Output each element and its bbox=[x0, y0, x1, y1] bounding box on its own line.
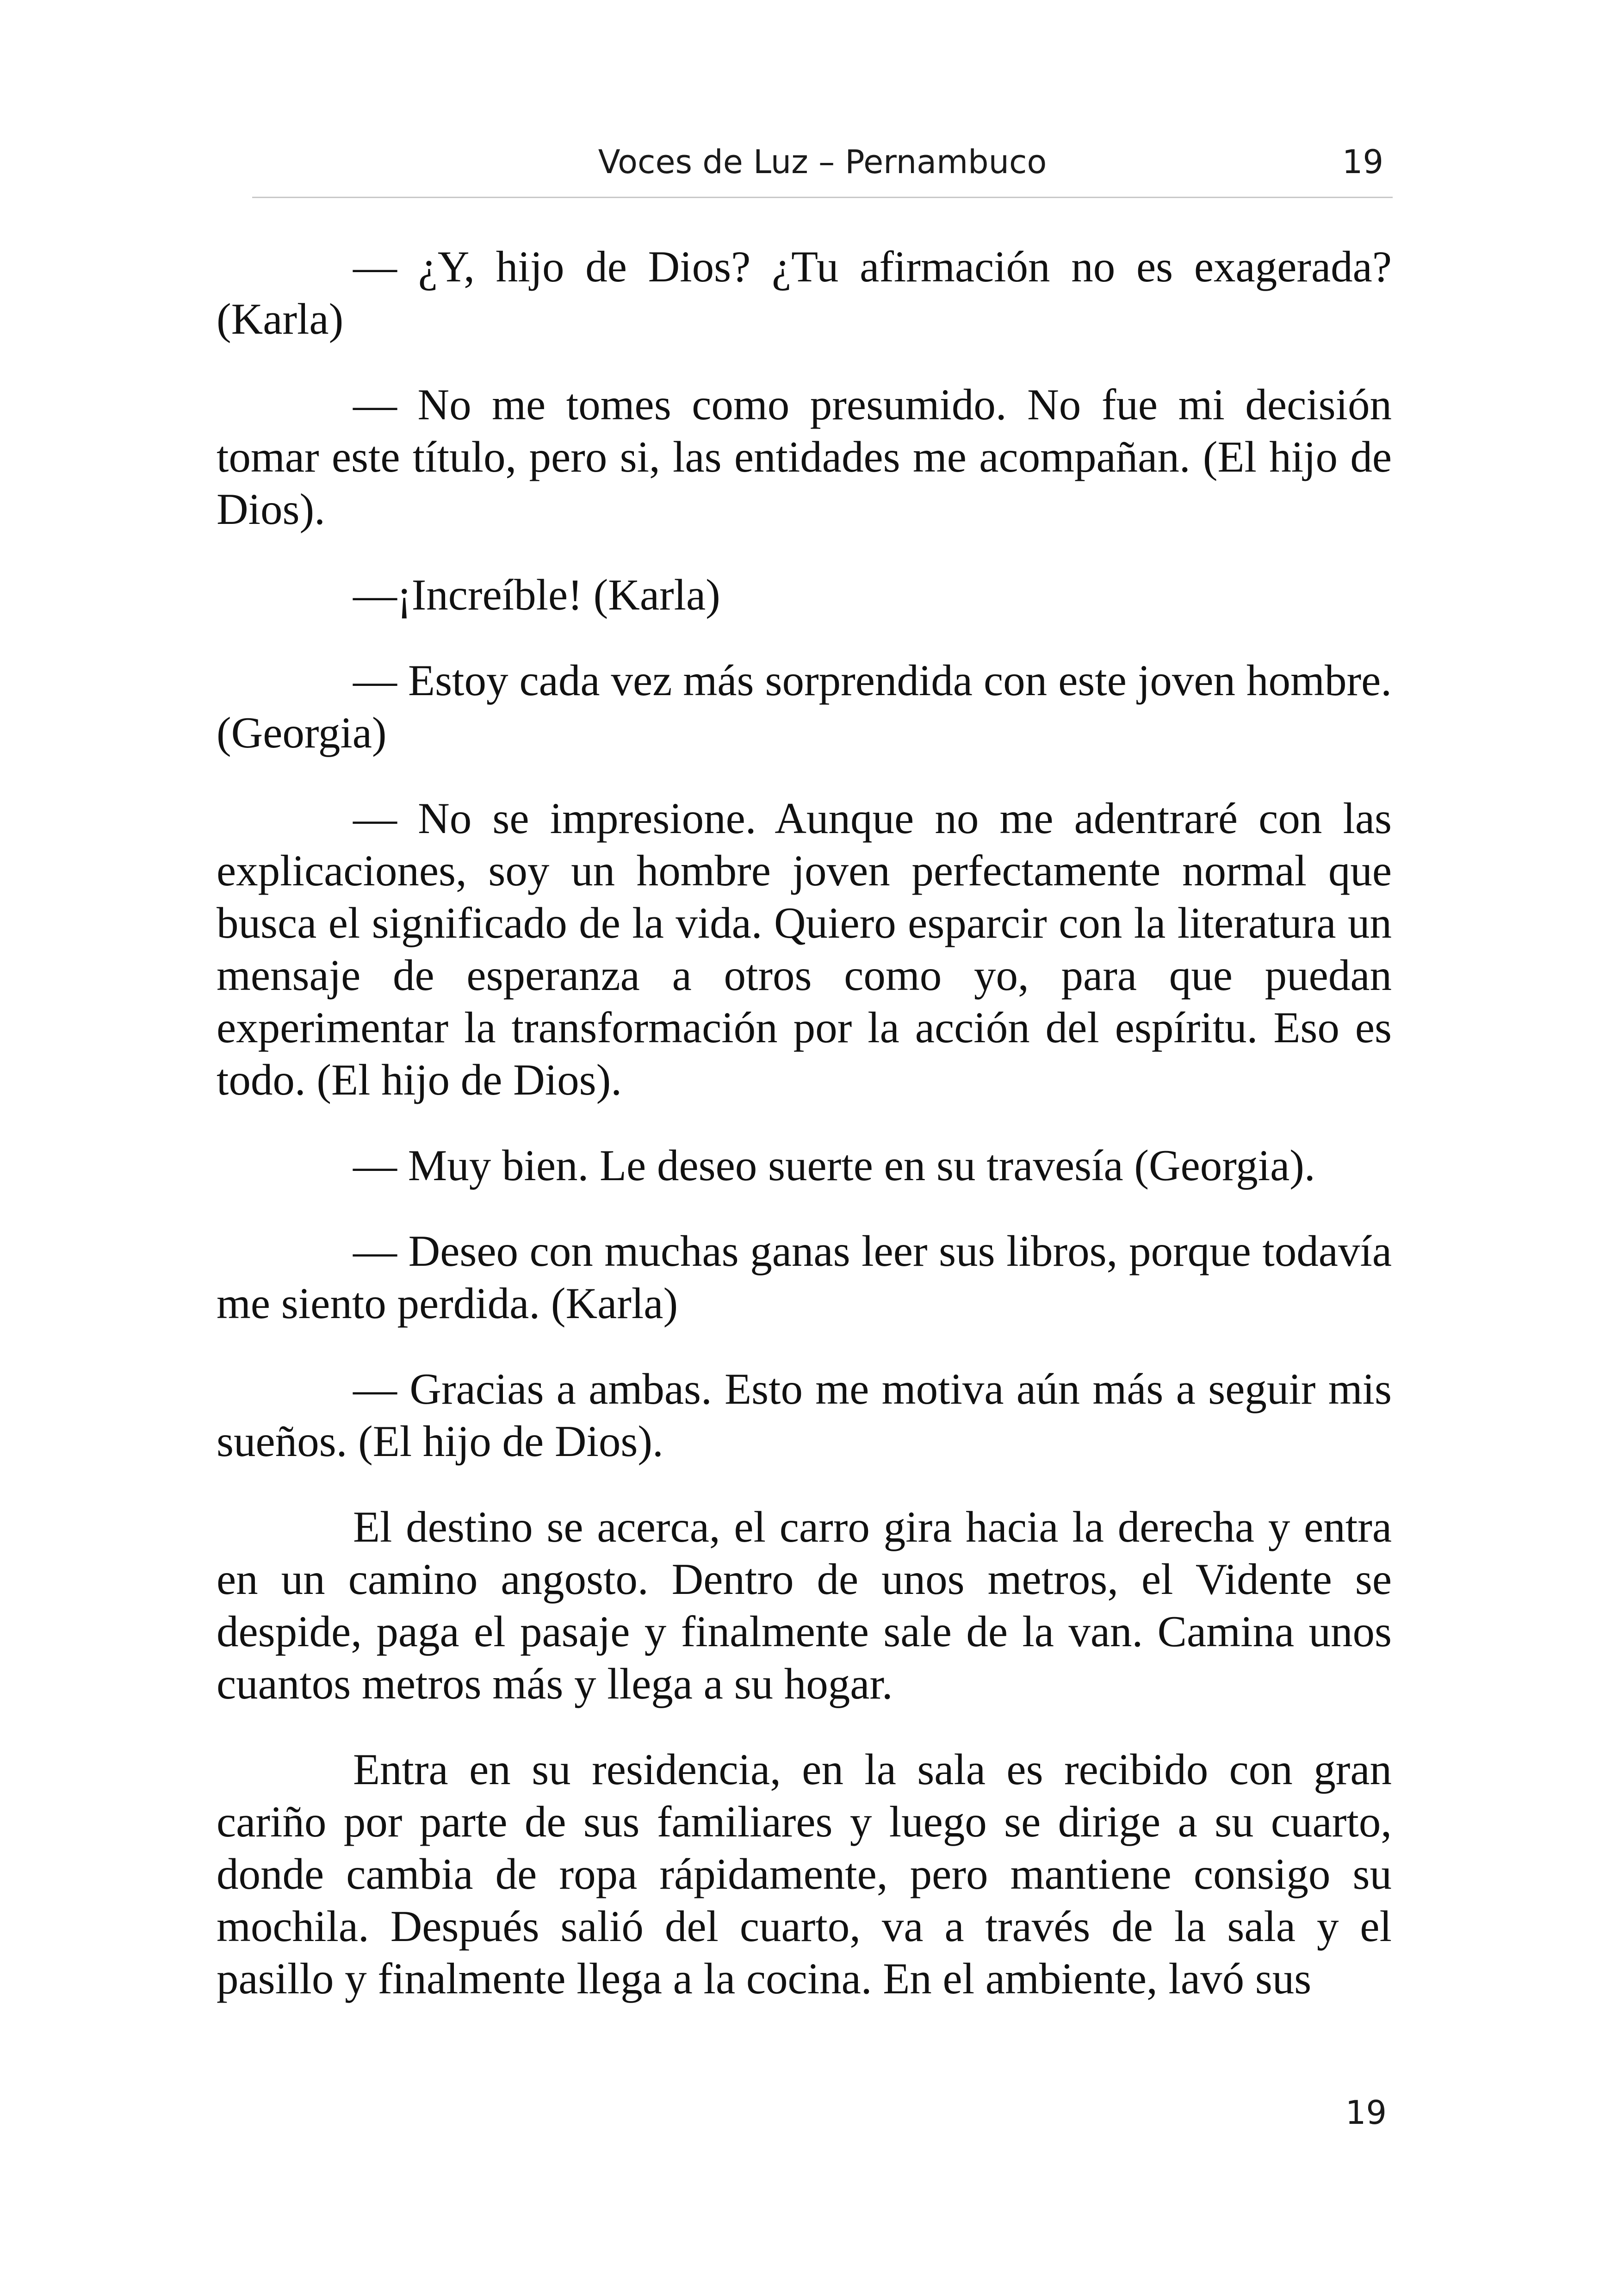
footer-page-number: 19 bbox=[1345, 2094, 1387, 2132]
paragraph: — ¿Y, hijo de Dios? ¿Tu afirmación no es exagerada? (Karla) bbox=[217, 242, 1392, 343]
paragraph: —¡Increíble! (Karla) bbox=[353, 570, 720, 619]
paragraph: — Deseo con muchas ganas leer sus libros, porque todavía me siento perdida. (Karla) bbox=[217, 1226, 1392, 1328]
paragraph: — Muy bien. Le deseo suerte en su travesía (Georgia). bbox=[353, 1141, 1315, 1190]
paragraph: — Gracias a ambas. Esto me motiva aún más a seguir mis sueños. (El hijo de Dios). bbox=[217, 1364, 1392, 1466]
body-text bbox=[217, 241, 1392, 2005]
paragraph: — No me tomes como presumido. No fue mi decisión tomar este título, pero si, las entidades me acompañan. (El hijo de Dios). bbox=[217, 380, 1392, 534]
paragraph: El destino se acerca, el carro gira hacia la derecha y entra en un camino angosto. Dentro de unos metros, el Vidente se despide, paga el pasaje y finalmente sale de la van. Camina unos cuantos metros más y llega a su hogar. bbox=[217, 1502, 1392, 1708]
header-page-number: 19 bbox=[1342, 143, 1383, 181]
paragraph: Entra en su residencia, en la sala es recibido con gran cariño por parte de sus familiares y luego se dirige a su cuarto, donde cambia de ropa rápidamente, pero mantiene consigo su mochila. Después salió del cuarto, va a través de la sala y el pasillo y finalmente llega a la cocina. En el ambiente, lavó sus bbox=[217, 1745, 1392, 2003]
header-title: Voces de Luz – Pernambuco bbox=[598, 143, 1047, 181]
paragraph: — Estoy cada vez más sorprendida con este joven hombre. (Georgia) bbox=[217, 656, 1392, 757]
running-header bbox=[252, 137, 1393, 198]
paragraph: — No se impresione. Aunque no me adentraré con las explicaciones, soy un hombre joven perfectamente normal que busca el significado de la vida. Quiero esparcir con la literatura un mensaje de esperanza a otros como yo, para que puedan experimentar la transformación por la acción del espíritu. Eso es todo. (El hijo de Dios). bbox=[217, 794, 1392, 1104]
